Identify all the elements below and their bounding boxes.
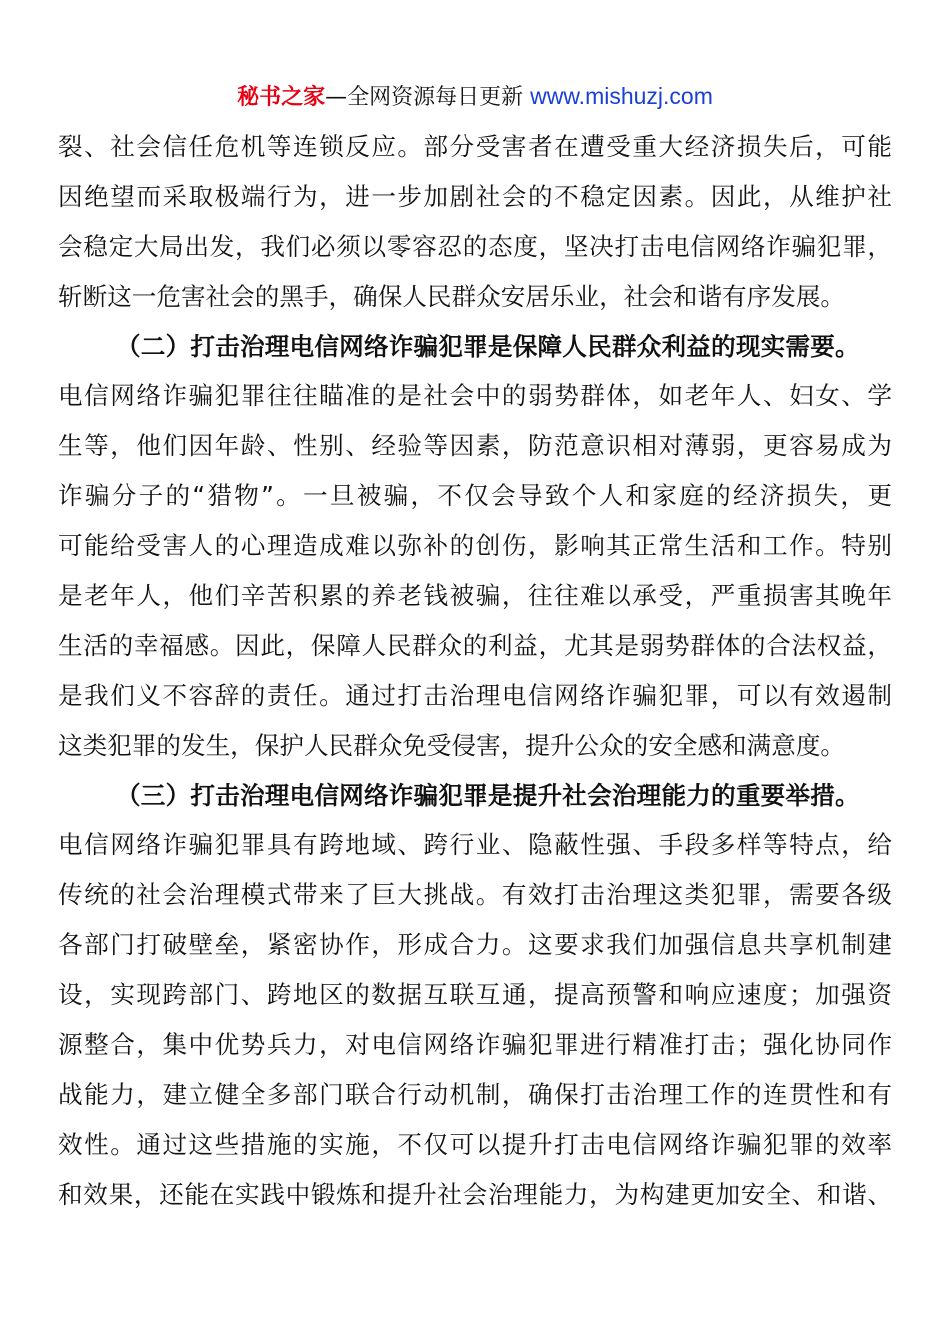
page-header bbox=[0, 80, 950, 114]
paragraph-line: 传统的社会治理模式带来了巨大挑战。有效打击治理这类犯罪，需要各级 bbox=[58, 880, 892, 910]
paragraph-line: 源整合，集中优势兵力，对电信网络诈骗犯罪进行精准打击；强化协同作 bbox=[58, 1030, 892, 1060]
section-heading-2: （二）打击治理电信网络诈骗犯罪是保障人民群众利益的现实需要。 bbox=[116, 331, 860, 361]
paragraph-line: 电信网络诈骗犯罪往往瞄准的是社会中的弱势群体，如老年人、妇女、学 bbox=[58, 381, 892, 411]
paragraph-line: 因绝望而采取极端行为，进一步加剧社会的不稳定因素。因此，从维护社 bbox=[58, 181, 892, 211]
header-tagline: —全网资源每日更新 bbox=[325, 85, 531, 110]
paragraph-line: 裂、社会信任危机等连锁反应。部分受害者在遭受重大经济损失后，可能 bbox=[58, 132, 892, 161]
brand-name: 秘书之家 bbox=[237, 85, 326, 110]
paragraph-line: 诈骗分子的“猎物”。一旦被骗，不仅会导致个人和家庭的经济损失，更 bbox=[58, 481, 892, 511]
paragraph-line: 会稳定大局出发，我们必须以零容忍的态度，坚决打击电信网络诈骗犯罪， bbox=[58, 231, 892, 261]
paragraph-line: 设，实现跨部门、跨地区的数据互联互通，提高预警和响应速度；加强资 bbox=[58, 980, 892, 1010]
paragraph-line: 生活的幸福感。因此，保障人民群众的利益，尤其是弱势群体的合法权益， bbox=[58, 630, 892, 660]
paragraph-line: 是我们义不容辞的责任。通过打击治理电信网络诈骗犯罪，可以有效遏制 bbox=[58, 680, 892, 710]
paragraph-line: 各部门打破壁垒，紧密协作，形成合力。这要求我们加强信息共享机制建 bbox=[58, 930, 892, 960]
paragraph-line-end: 斩断这一危害社会的黑手，确保人民群众安居乐业，社会和谐有序发展。 bbox=[58, 281, 846, 311]
paragraph-line: 生等，他们因年龄、性别、经验等因素，防范意识相对薄弱，更容易成为 bbox=[58, 431, 892, 461]
paragraph-line: 和效果，还能在实践中锻炼和提升社会治理能力，为构建更加安全、和谐、 bbox=[58, 1179, 892, 1209]
paragraph-line: 效性。通过这些措施的实施，不仅可以提升打击电信网络诈骗犯罪的效率 bbox=[58, 1129, 892, 1159]
paragraph-line: 电信网络诈骗犯罪具有跨地域、跨行业、隐蔽性强、手段多样等特点，给 bbox=[58, 830, 892, 860]
paragraph-line: 可能给受害人的心理造成难以弥补的创伤，影响其正常生活和工作。特别 bbox=[58, 531, 892, 561]
paragraph-line: 是老年人，他们辛苦积累的养老钱被骗，往往难以承受，严重损害其晚年 bbox=[58, 581, 892, 611]
paragraph-line: 战能力，建立健全多部门联合行动机制，确保打击治理工作的连贯性和有 bbox=[58, 1079, 892, 1109]
paragraph-line-end: 这类犯罪的发生，保护人民群众免受侵害，提升公众的安全感和满意度。 bbox=[58, 730, 846, 760]
document-body bbox=[58, 122, 892, 1220]
site-url-link[interactable]: www.mishuzj.com bbox=[530, 83, 713, 109]
section-heading-3: （三）打击治理电信网络诈骗犯罪是提升社会治理能力的重要举措。 bbox=[116, 780, 860, 810]
